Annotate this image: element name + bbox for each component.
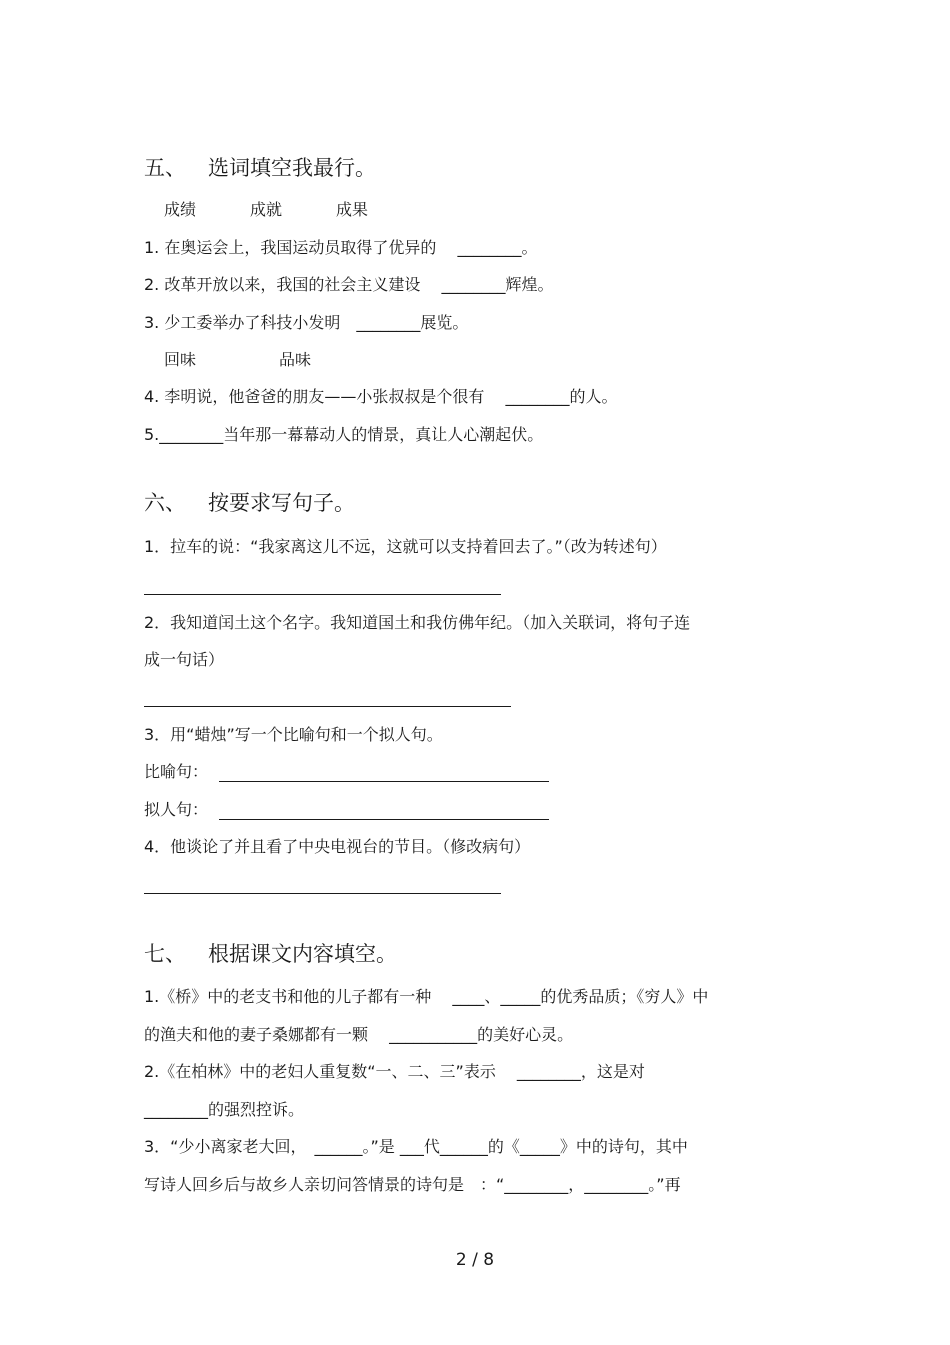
metaphor-label: 比喻句： bbox=[144, 762, 209, 781]
s7-question-3-line-2: 写诗人回乡后与故乡人亲切问答情景的诗句是 ：“________，________。”再 bbox=[144, 1175, 681, 1194]
personification-answer-line[interactable] bbox=[219, 819, 549, 820]
word-bank-item: 成就 bbox=[250, 200, 283, 219]
section-7-title: 根据课文内容填空。 bbox=[208, 942, 397, 966]
section-5-title: 选词填空我最行。 bbox=[208, 156, 376, 180]
s5-question-3: 3. 少工委举办了科技小发明 ________展览。 bbox=[144, 313, 469, 332]
s6-question-3: 3．用“蜡烛”写一个比喻句和一个拟人句。 bbox=[144, 725, 443, 744]
metaphor-answer-line[interactable] bbox=[219, 781, 549, 782]
s7-question-2-line-2: ________的强烈控诉。 bbox=[144, 1100, 305, 1119]
s6-question-2-line-2: 成一句话） bbox=[144, 650, 225, 669]
section-6-number: 六、 bbox=[144, 491, 186, 515]
section-6-heading bbox=[144, 489, 355, 517]
s7-question-3-line-1: 3．“少小离家老大回， ______。”是 ___代______的《_____》中的诗句，其中 bbox=[144, 1137, 688, 1156]
word-bank-item: 品味 bbox=[279, 350, 312, 369]
section-5-heading bbox=[144, 154, 376, 182]
answer-line[interactable] bbox=[144, 893, 501, 894]
s7-question-1-line-2: 的渔夫和他的妻子桑娜都有一颗 ___________的美好心灵。 bbox=[144, 1025, 574, 1044]
s7-question-1-line-1: 1.《桥》中的老支书和他的儿子都有一种 ____、_____的优秀品质；《穷人》中 bbox=[144, 987, 709, 1006]
s6-question-2-line-1: 2．我知道闰土这个名字。我知道国土和我仿佛年纪。（加入关联词，将句子连 bbox=[144, 613, 691, 632]
section-6-title: 按要求写句子。 bbox=[208, 491, 355, 515]
word-bank-item: 成果 bbox=[336, 200, 369, 219]
s6-question-1: 1．拉车的说：“我家离这儿不远，这就可以支持着回去了。”（改为转述句） bbox=[144, 537, 667, 556]
word-bank-2 bbox=[164, 349, 311, 371]
word-bank-item: 回味 bbox=[164, 350, 197, 369]
word-bank-item: 成绩 bbox=[164, 200, 197, 219]
word-bank-1 bbox=[164, 199, 368, 221]
section-5-number: 五、 bbox=[144, 156, 186, 180]
personification-label: 拟人句： bbox=[144, 800, 209, 819]
s7-question-2-line-1: 2.《在柏林》中的老妇人重复数“一、二、三”表示 ________，这是对 bbox=[144, 1062, 645, 1081]
answer-line[interactable] bbox=[144, 594, 501, 595]
s5-question-4: 4. 李明说，他爸爸的朋友——小张叔叔是个很有 ________的人。 bbox=[144, 387, 618, 406]
page-number: 2 / 8 bbox=[455, 1250, 495, 1270]
section-7-number: 七、 bbox=[144, 942, 186, 966]
s5-question-1: 1. 在奥运会上，我国运动员取得了优异的 ________。 bbox=[144, 238, 538, 257]
answer-line[interactable] bbox=[144, 706, 511, 707]
s5-question-2: 2. 改革开放以来，我国的社会主义建设 ________辉煌。 bbox=[144, 275, 554, 294]
s5-question-5: 5.________当年那一幕幕动人的情景，真让人心潮起伏。 bbox=[144, 425, 544, 444]
s6-question-4: 4．他谈论了并且看了中央电视台的节目。（修改病句） bbox=[144, 837, 531, 856]
section-7-heading bbox=[144, 940, 397, 968]
